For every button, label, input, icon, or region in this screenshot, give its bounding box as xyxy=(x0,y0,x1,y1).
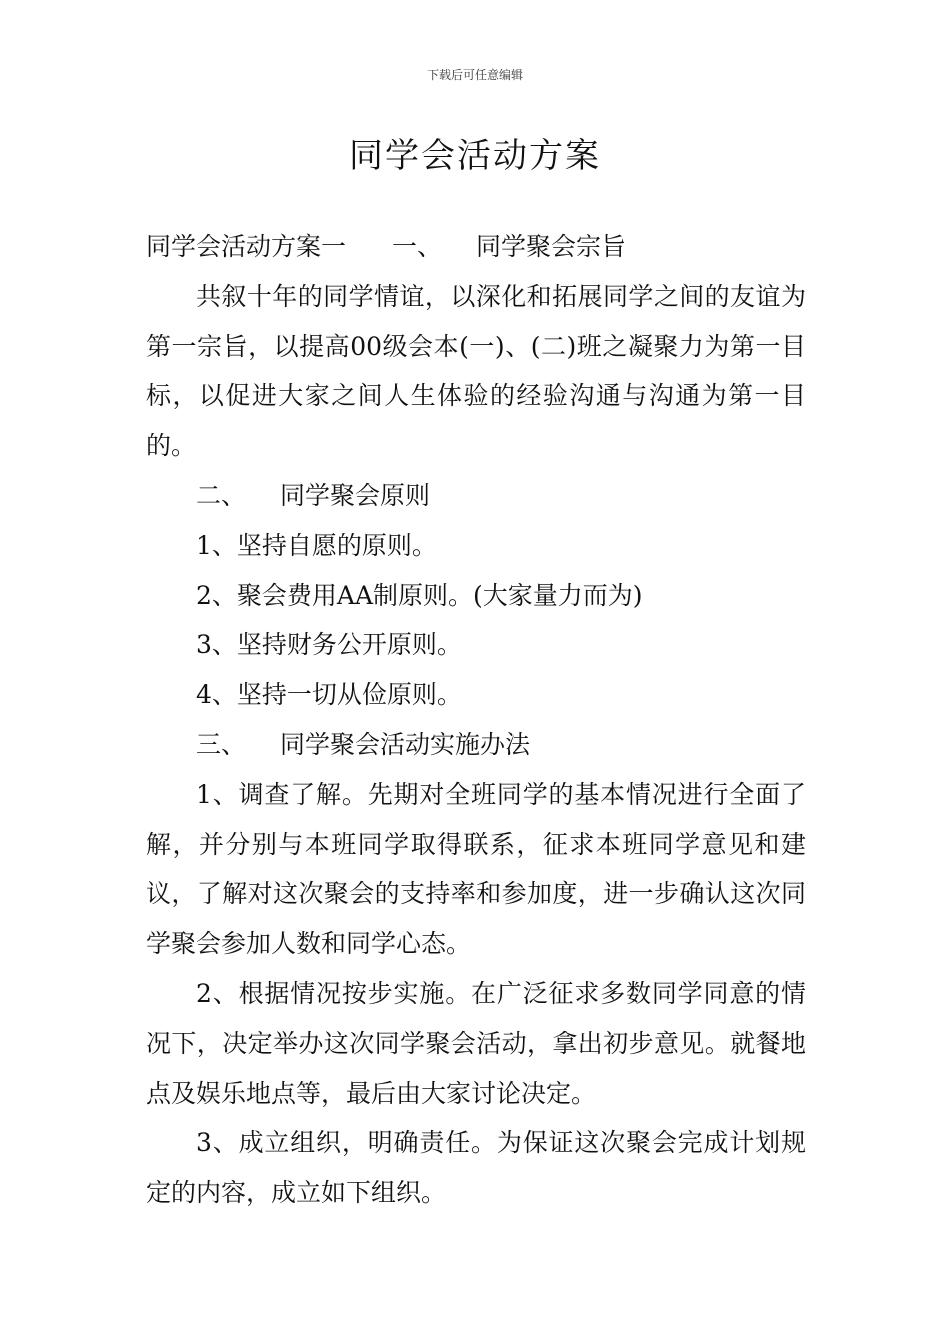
section3-title: 同学聚会活动实施办法 xyxy=(280,729,531,759)
method-paragraph: 2、根据情况按步实施。在广泛征求多数同学同意的情况下，决定举办这次同学聚会活动，拿出初步意见。就餐地点及娱乐地点等，最后由大家讨论决定。 xyxy=(146,978,806,1108)
principle-item: 2、聚会费用AA制原则。(大家量力而为) xyxy=(196,580,643,610)
section1-number: 一、 xyxy=(392,232,443,261)
method-paragraph: 1、调查了解。先期对全班同学的基本情况进行全面了解，并分别与本班同学取得联系，征求本班同学意见和建议，了解对这次聚会的支持率和参加度，进一步确认这次同学聚会参加人数和同学心态。 xyxy=(146,779,806,959)
document-body xyxy=(146,222,806,1218)
principle-item: 4、坚持一切从俭原则。 xyxy=(196,680,462,710)
purpose-paragraph: 共叙十年的同学情谊，以深化和拓展同学之间的友谊为第一宗旨，以提高00级会本(一)、(二)班之凝聚力为第一目标，以促进大家之间人生体验的经验沟通与沟通为第一目的。 xyxy=(146,281,806,461)
document-title: 同学会活动方案 xyxy=(349,136,601,176)
plan-label: 同学会活动方案一 xyxy=(146,232,347,261)
section2-number: 二、 xyxy=(196,480,247,510)
section3-number: 三、 xyxy=(196,729,247,759)
header-note: 下载后可任意编辑 xyxy=(426,68,523,82)
section3-heading xyxy=(146,720,806,770)
section2-heading xyxy=(146,471,806,521)
principle-item: 3、坚持财务公开原则。 xyxy=(196,630,462,660)
section1-title: 同学聚会宗旨 xyxy=(476,232,627,261)
intro-line xyxy=(146,222,806,272)
method-paragraph: 3、成立组织，明确责任。为保证这次聚会完成计划规定的内容，成立如下组织。 xyxy=(146,1128,806,1208)
principle-item: 1、坚持自愿的原则。 xyxy=(196,530,437,560)
section2-title: 同学聚会原则 xyxy=(280,480,431,510)
